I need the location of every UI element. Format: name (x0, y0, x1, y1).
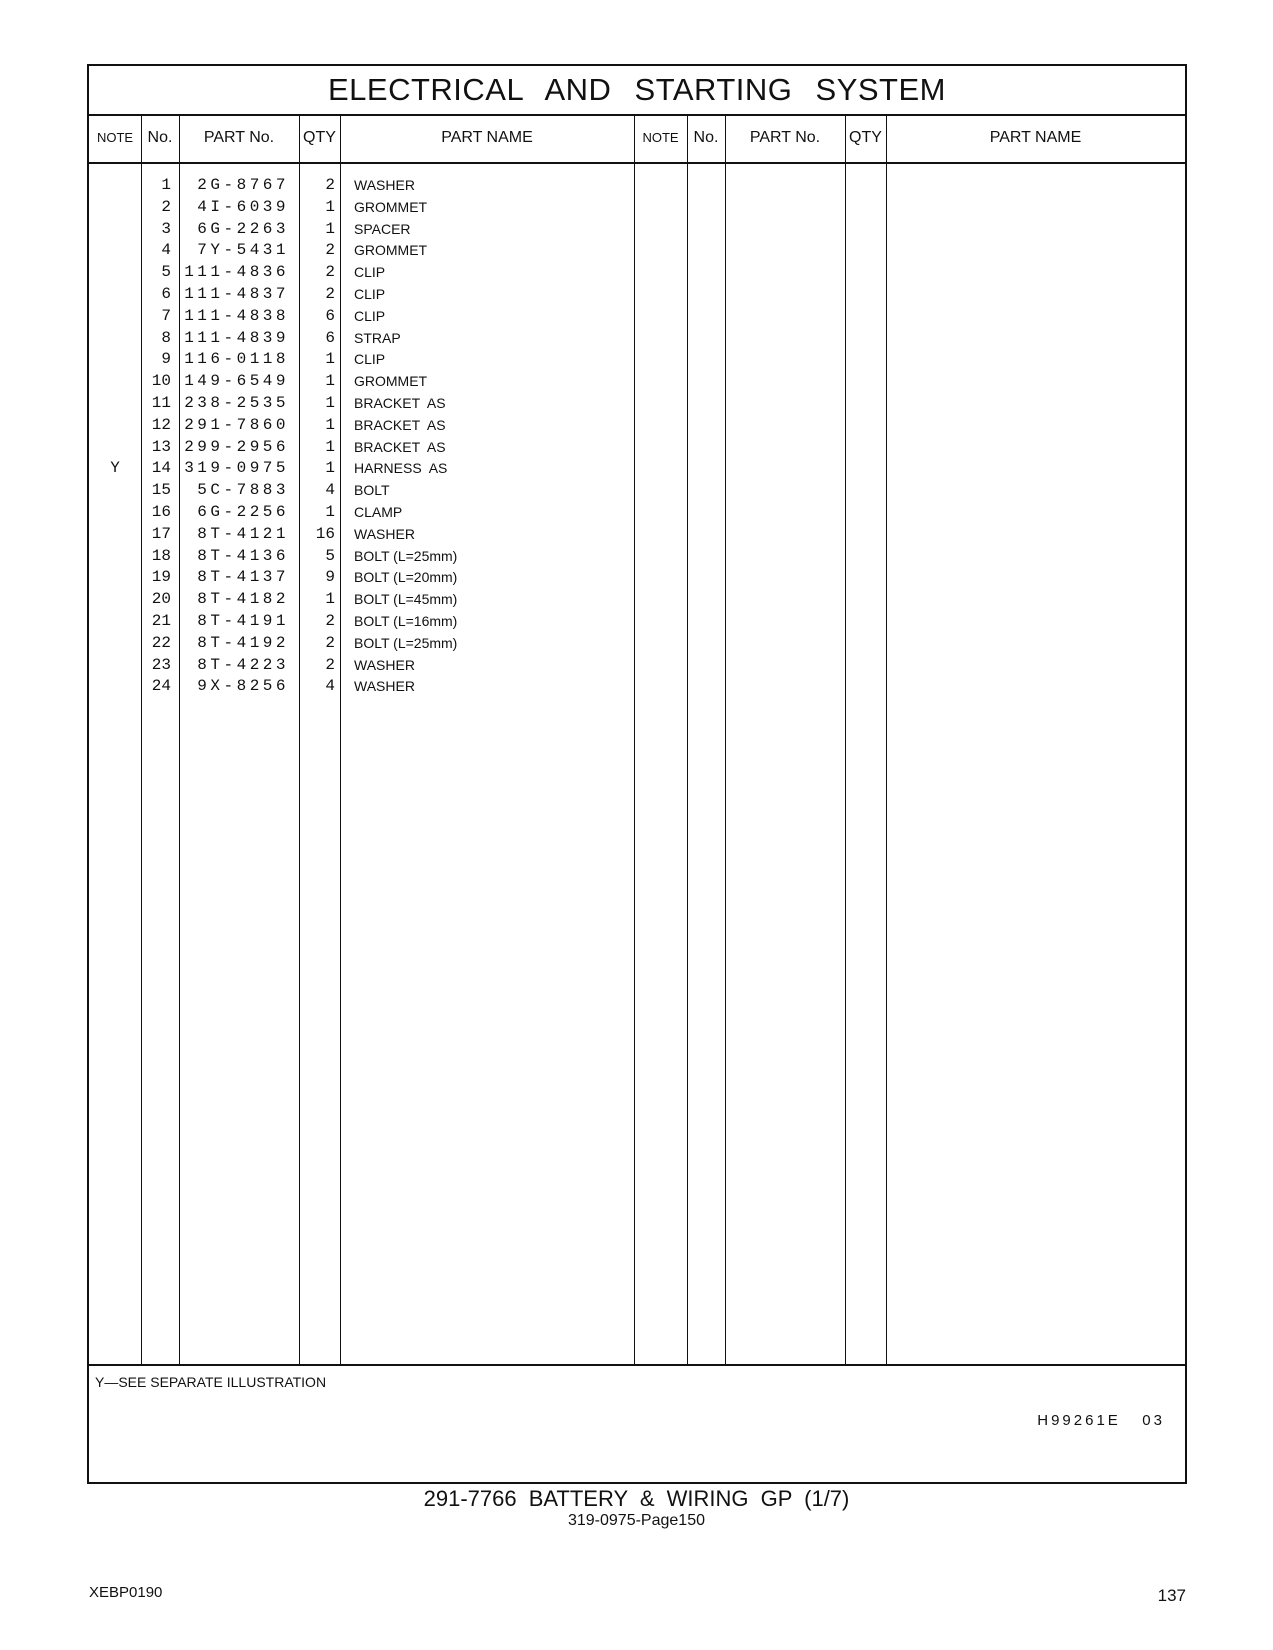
part-name: BOLT (L=25mm) (354, 634, 458, 651)
item-number: 8 (161, 328, 171, 347)
part-name: BRACKET AS (354, 438, 446, 455)
header-part-name-right: PART NAME (886, 114, 1185, 164)
part-name: CLAMP (354, 504, 403, 520)
part-name: WASHER (354, 678, 415, 695)
part-number: 291-7860 (184, 415, 289, 434)
table-row (89, 196, 649, 219)
table-row (89, 348, 649, 371)
item-number: 21 (151, 612, 171, 630)
part-name: BOLT (354, 482, 390, 499)
quantity: 2 (325, 241, 335, 260)
part-number: 299-2956 (184, 437, 289, 456)
column-divider (845, 114, 846, 1364)
footnote: Y―SEE SEPARATE ILLUSTRATION (95, 1374, 327, 1390)
quantity: 16 (315, 524, 335, 543)
part-name: GROMMET (354, 198, 428, 215)
part-number: 111-4839 (184, 328, 289, 347)
table-row (89, 174, 649, 197)
part-number: 8T-4182 (197, 590, 289, 609)
part-name: CLIP (354, 351, 386, 368)
item-number: 5 (161, 263, 171, 282)
item-number: 20 (151, 590, 171, 609)
part-name: BRACKET AS (354, 416, 446, 433)
table-row (89, 457, 649, 480)
part-name: CLIP (354, 286, 386, 302)
table-row (89, 370, 649, 393)
quantity: 2 (325, 655, 335, 674)
column-divider (687, 114, 688, 1364)
table-row (89, 436, 649, 459)
document-code: XEBP0190 (89, 1584, 163, 1601)
table-row (89, 566, 649, 589)
part-number: 111-4837 (184, 285, 289, 303)
table-row (89, 610, 649, 633)
item-number: 1 (161, 176, 171, 194)
quantity: 4 (325, 481, 335, 500)
item-number: 11 (151, 394, 171, 412)
part-name: BOLT (L=25mm) (354, 547, 458, 564)
table-row (89, 523, 649, 546)
table-row (89, 261, 649, 284)
table-row (89, 239, 649, 262)
part-number: 6G-2263 (197, 219, 289, 238)
item-number: 19 (151, 568, 171, 587)
item-number: 9 (161, 350, 171, 369)
quantity: 9 (325, 568, 335, 587)
table-row (89, 675, 649, 698)
part-name: BOLT (L=20mm) (354, 569, 458, 586)
quantity: 2 (325, 633, 335, 652)
table-row (89, 588, 649, 611)
part-name: GROMMET (354, 242, 428, 259)
header-part-no-right: PART No. (725, 114, 845, 164)
part-number: 8T-4121 (197, 524, 289, 543)
item-number: 18 (151, 546, 171, 565)
part-name: STRAP (354, 329, 401, 346)
part-number: 5C-7883 (197, 481, 289, 500)
quantity: 4 (325, 677, 335, 696)
header-qty-left: QTY (299, 114, 340, 164)
quantity: 1 (325, 219, 335, 238)
quantity: 1 (325, 197, 335, 216)
part-name: CLIP (354, 307, 386, 324)
item-number: 14 (151, 459, 171, 478)
quantity: 5 (325, 546, 335, 565)
table-row (89, 632, 649, 655)
part-name: BOLT (L=16mm) (354, 613, 458, 629)
part-number: 7Y-5431 (197, 241, 289, 260)
item-number: 22 (151, 633, 171, 652)
table-row (89, 327, 649, 350)
column-divider (886, 114, 887, 1364)
part-number: 111-4836 (184, 263, 289, 282)
column-divider (725, 114, 726, 1364)
quantity: 6 (325, 328, 335, 347)
table-row (89, 654, 649, 677)
header-part-name-left: PART NAME (340, 114, 634, 164)
part-name: BRACKET AS (354, 395, 446, 411)
quantity: 1 (325, 503, 335, 521)
item-number: 12 (151, 415, 171, 434)
table-row (89, 283, 649, 306)
header-note-left: NOTE (89, 114, 141, 164)
header-note-right: NOTE (634, 114, 687, 164)
quantity: 2 (325, 263, 335, 282)
part-number: 116-0118 (184, 350, 289, 369)
part-number: 2G-8767 (197, 176, 289, 194)
part-number: 8T-4136 (197, 546, 289, 565)
item-number: 13 (151, 437, 171, 456)
item-number: 3 (161, 219, 171, 238)
part-name: CLIP (354, 264, 386, 281)
table-row (89, 479, 649, 502)
part-number: 238-2535 (184, 394, 289, 412)
header-qty-right: QTY (845, 114, 886, 164)
item-number: 16 (151, 503, 171, 521)
quantity: 2 (325, 176, 335, 194)
part-number: 8T-4192 (197, 633, 289, 652)
part-number: 149-6549 (184, 372, 289, 391)
part-name: BOLT (L=45mm) (354, 591, 458, 608)
part-name: WASHER (354, 656, 415, 673)
table-row (89, 414, 649, 437)
part-name: WASHER (354, 177, 415, 193)
item-number: 23 (151, 655, 171, 674)
header-no-left: No. (141, 114, 179, 164)
quantity: 1 (325, 372, 335, 391)
illustration-code: H99261E 03 (1037, 1412, 1165, 1429)
part-number: 9X-8256 (197, 677, 289, 696)
item-number: 17 (151, 524, 171, 543)
part-name: GROMMET (354, 373, 428, 390)
item-number: 10 (151, 372, 171, 391)
part-name: WASHER (354, 525, 415, 542)
part-number: 111-4838 (184, 306, 289, 325)
quantity: 1 (325, 459, 335, 478)
quantity: 1 (325, 415, 335, 434)
table-row (89, 305, 649, 328)
item-number: 15 (151, 481, 171, 500)
header-no-right: No. (687, 114, 725, 164)
part-name: HARNESS AS (354, 460, 448, 477)
quantity: 1 (325, 350, 335, 369)
item-number: 2 (161, 197, 171, 216)
table-row (89, 218, 649, 241)
part-number: 6G-2256 (197, 503, 289, 521)
section-title: ELECTRICAL AND STARTING SYSTEM (89, 66, 1185, 116)
part-number: 8T-4191 (197, 612, 289, 630)
part-number: 8T-4223 (197, 655, 289, 674)
part-number: 4I-6039 (197, 197, 289, 216)
item-number: 7 (161, 306, 171, 325)
quantity: 2 (325, 612, 335, 630)
table-row (89, 392, 649, 415)
quantity: 1 (325, 437, 335, 456)
page-reference: 319-0975-Page150 (567, 1512, 705, 1529)
quantity: 2 (325, 285, 335, 303)
table-row (89, 545, 649, 568)
page-number: 137 (1157, 1586, 1186, 1605)
table-row (89, 501, 649, 524)
quantity: 6 (325, 306, 335, 325)
item-number: 6 (161, 285, 171, 303)
part-number: 319-0975 (184, 459, 289, 478)
header-part-no-left: PART No. (179, 114, 299, 164)
table-bottom-rule (89, 1364, 1185, 1366)
quantity: 1 (325, 394, 335, 412)
item-number: 24 (151, 677, 171, 696)
item-number: 4 (161, 241, 171, 260)
note-cell: Y (110, 459, 120, 478)
parts-list-frame (87, 64, 1187, 1484)
group-title: 291-7766 BATTERY & WIRING GP (1/7) (423, 1486, 850, 1511)
part-name: SPACER (354, 220, 411, 237)
quantity: 1 (325, 590, 335, 609)
part-number: 8T-4137 (197, 568, 289, 587)
